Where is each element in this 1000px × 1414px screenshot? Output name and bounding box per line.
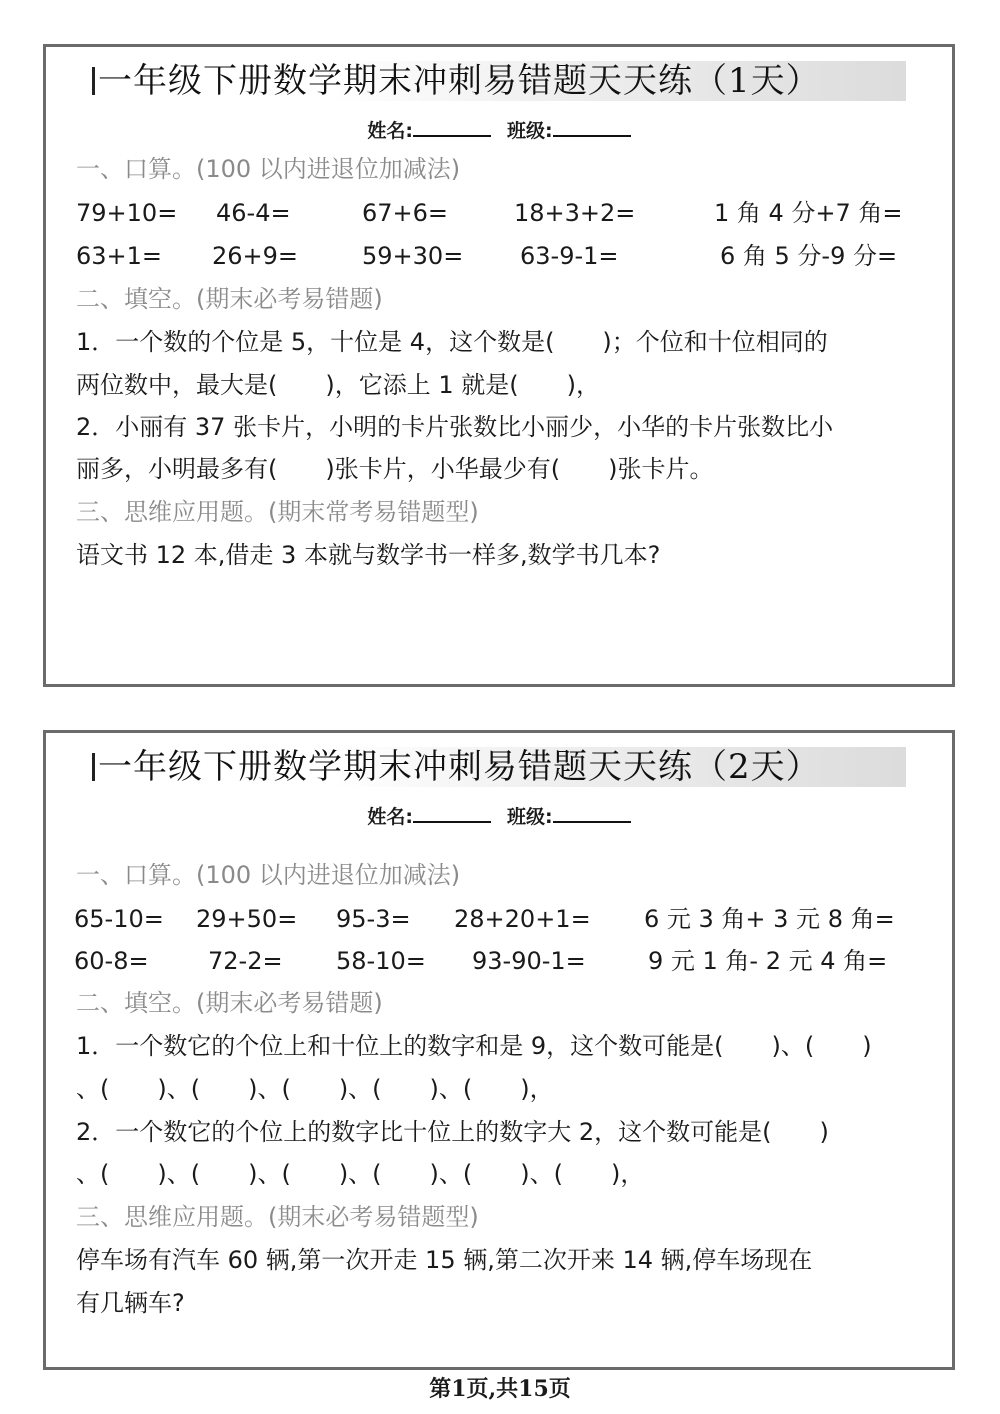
title-mark — [92, 67, 95, 95]
class-label: 班级: — [507, 806, 553, 828]
fill-line: 丽多，小明最多有( )张卡片，小华最少有( )张卡片。 — [76, 455, 714, 483]
name-class-row — [46, 117, 952, 144]
oral-problem: 29+50= — [196, 905, 298, 933]
fill-line: 1．一个数它的个位上和十位上的数字和是 9，这个数可能是( )、( ) — [76, 1032, 872, 1060]
oral-problem: 26+9= — [212, 242, 299, 270]
name-label: 姓名: — [367, 120, 413, 142]
title-mark — [92, 753, 95, 781]
section-heading-oral: 一、口算。(100 以内进退位加减法) — [76, 861, 461, 889]
name-blank[interactable] — [413, 117, 491, 137]
class-blank[interactable] — [553, 117, 631, 137]
oral-problem: 72-2= — [208, 947, 283, 975]
fill-line: 1．一个数的个位是 5，十位是 4，这个数是( )；个位和十位相同的 — [76, 328, 828, 356]
fill-line: 、( )、( )、( )、( )、( )、( )， — [76, 1160, 645, 1188]
oral-problem: 79+10= — [76, 199, 178, 227]
section-heading-word: 三、思维应用题。(期末必考易错题型) — [76, 1203, 479, 1231]
page-footer: 第1页,共15页 — [429, 1376, 571, 1402]
section-heading-word: 三、思维应用题。(期末常考易错题型) — [76, 498, 479, 526]
fill-line: 2．小丽有 37 张卡片，小明的卡片张数比小丽少，小华的卡片张数比小 — [76, 413, 834, 441]
oral-problem: 59+30= — [362, 242, 464, 270]
word-problem-line: 停车场有汽车 60 辆,第一次开走 15 辆,第二次开来 14 辆,停车场现在 — [76, 1246, 813, 1274]
oral-problem: 6 元 3 角+ 3 元 8 角= — [644, 905, 895, 933]
oral-problem: 9 元 1 角- 2 元 4 角= — [648, 947, 888, 975]
oral-problem: 67+6= — [362, 199, 449, 227]
class-label: 班级: — [507, 120, 553, 142]
oral-problem: 93-90-1= — [472, 947, 586, 975]
class-blank[interactable] — [553, 803, 631, 823]
oral-problem: 60-8= — [74, 947, 149, 975]
word-problem-line: 语文书 12 本,借走 3 本就与数学书一样多,数学书几本? — [76, 541, 661, 569]
oral-problem: 6 角 5 分-9 分= — [720, 242, 898, 270]
oral-problem: 65-10= — [74, 905, 164, 933]
oral-problem: 63-9-1= — [520, 242, 619, 270]
oral-problem: 18+3+2= — [514, 199, 636, 227]
oral-problem: 1 角 4 分+7 角= — [714, 199, 903, 227]
word-problem-line: 有几辆车? — [76, 1289, 185, 1317]
oral-problem: 28+20+1= — [454, 905, 591, 933]
worksheet-day2 — [43, 730, 955, 1370]
oral-problem: 46-4= — [216, 199, 291, 227]
fill-line: 2．一个数它的个位上的数字比十位上的数字大 2，这个数可能是( ) — [76, 1118, 829, 1146]
name-blank[interactable] — [413, 803, 491, 823]
section-heading-oral: 一、口算。(100 以内进退位加减法) — [76, 155, 461, 183]
name-class-row — [46, 803, 952, 830]
fill-line: 、( )、( )、( )、( )、( )， — [76, 1075, 554, 1103]
fill-line: 两位数中，最大是( )，它添上 1 就是( )， — [76, 371, 600, 399]
worksheet-title: 一年级下册数学期末冲刺易错题天天练（1天） — [98, 61, 821, 101]
section-heading-fill: 二、填空。(期末必考易错题) — [76, 989, 383, 1017]
oral-problem: 58-10= — [336, 947, 426, 975]
oral-problem: 63+1= — [76, 242, 163, 270]
worksheet-day1 — [43, 44, 955, 687]
oral-problem: 95-3= — [336, 905, 411, 933]
section-heading-fill: 二、填空。(期末必考易错题) — [76, 285, 383, 313]
worksheet-title: 一年级下册数学期末冲刺易错题天天练（2天） — [98, 747, 821, 787]
name-label: 姓名: — [367, 806, 413, 828]
